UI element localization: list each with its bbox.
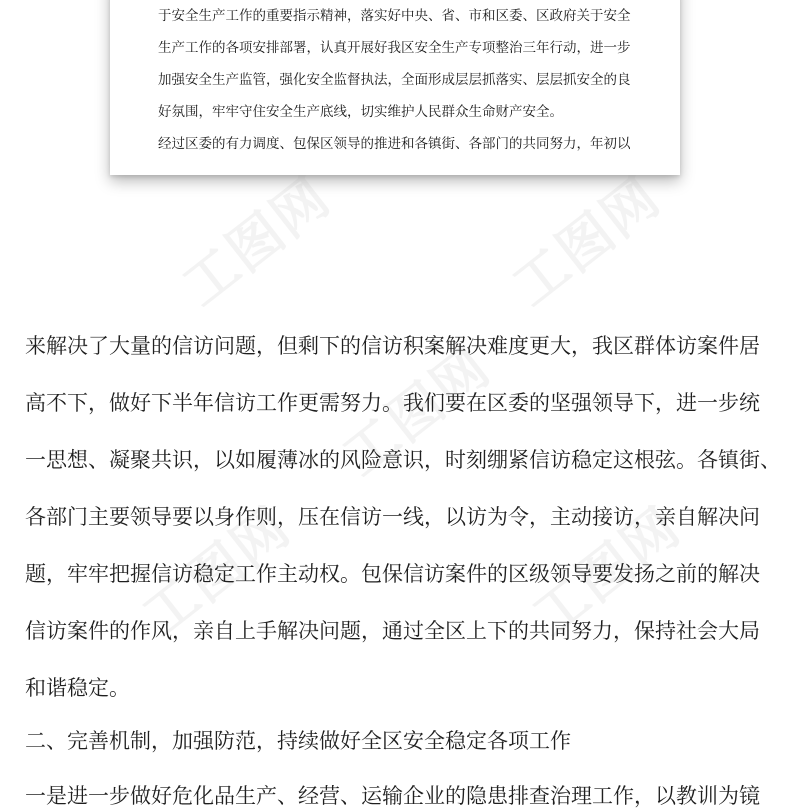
document-card-line: 于安全生产工作的重要指示精神，落实好中央、省、市和区委、区政府关于安全 (158, 8, 631, 24)
document-card-line: 加强安全生产监管，强化安全监督执法，全面形成层层抓落实、层层抓安全的良 (158, 72, 631, 88)
watermark: 工图网 (520, 495, 693, 649)
document-card-line: 好氛围，牢牢守住安全生产底线，切实维护人民群众生命财产安全。 (158, 104, 563, 120)
body-paragraph-line: 高不下，做好下半年信访工作更需努力。我们要在区委的坚强领导下，进一步统 (25, 391, 760, 415)
watermark: 工图网 (330, 335, 503, 489)
document-card-line: 生产工作的各项安排部署，认真开展好我区安全生产专项整治三年行动，进一步 (158, 40, 631, 56)
body-paragraph-line-partial: 一是进一步做好危化品生产、经营、运输企业的隐患排查治理工作，以教训为镜 (25, 784, 760, 808)
watermark: 工图网 (170, 165, 343, 319)
watermark: 工图网 (500, 165, 673, 319)
body-paragraph-line: 和谐稳定。 (25, 676, 130, 700)
body-paragraph-line: 来解决了大量的信访问题，但剩下的信访积案解决难度更大，我区群体访案件居 (25, 334, 760, 358)
document-card-line: 经过区委的有力调度、包保区领导的推进和各镇街、各部门的共同努力，年初以 (158, 136, 631, 152)
body-paragraph-line: 题，牢牢把握信访稳定工作主动权。包保信访案件的区级领导要发扬之前的解决 (25, 562, 760, 586)
body-paragraph-line: 各部门主要领导要以身作则，压在信访一线，以访为令，主动接访，亲自解决问 (25, 505, 760, 529)
body-paragraph-line: 一思想、凝聚共识，以如履薄冰的风险意识，时刻绷紧信访稳定这根弦。各镇街、 (25, 448, 781, 472)
body-paragraph-line: 信访案件的作风，亲自上手解决问题，通过全区上下的共同努力，保持社会大局 (25, 619, 760, 643)
watermark: 工图网 (130, 495, 303, 649)
section-heading: 二、完善机制，加强防范，持续做好全区安全稳定各项工作 (25, 729, 571, 753)
document-preview-card (110, 0, 680, 175)
